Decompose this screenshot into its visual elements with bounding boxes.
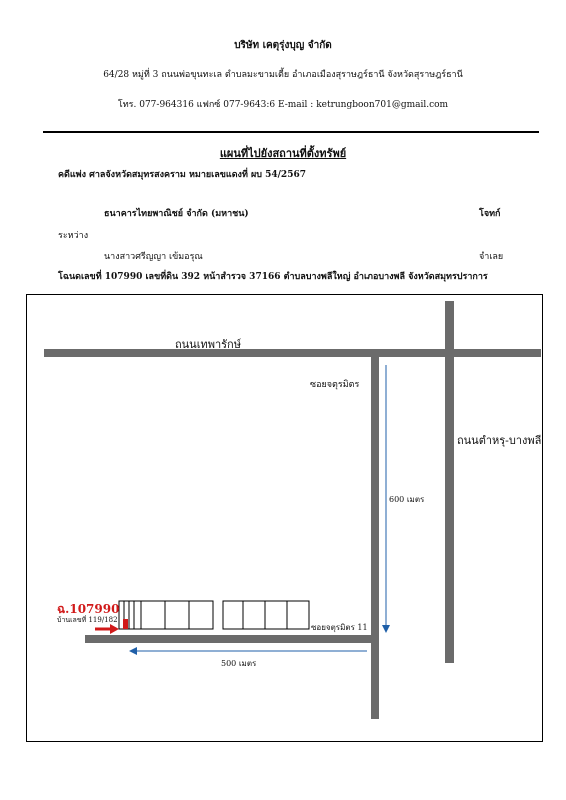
property-marker bbox=[123, 619, 128, 629]
label-500m: 500 เมตร bbox=[221, 659, 257, 668]
soi-chaturamit bbox=[371, 357, 379, 719]
header-divider bbox=[43, 131, 539, 133]
between-label: ระหว่าง bbox=[58, 231, 89, 241]
deed-line: โฉนดเลขที่ 107990 เลขที่ดิน 392 หน้าสำรวจ 37166 ตำบลบางพลีใหญ่ อำเภอบางพลี จังหวัดสมุทรปราการ bbox=[58, 272, 488, 282]
page-title: แผนที่ไปยังสถานที่ตั้งทรัพย์ bbox=[219, 147, 347, 160]
plaintiff-role: โจทก์ bbox=[479, 209, 501, 219]
company-contact: โทร. 077-964316 แฟกซ์ 077-9643:6 E-mail : ketrungboon701@gmail.com bbox=[117, 100, 449, 110]
label-house-no: บ้านเลขที่ 119/182 bbox=[57, 616, 118, 624]
case-line: คดีแพ่ง ศาลจังหวัดสมุทรสงคราม หมายเลขแดงที่ ผบ 54/2567 bbox=[58, 170, 306, 180]
defendant-name: นางสาวศรีญญา เข้มอรุณ bbox=[104, 252, 203, 262]
plaintiff-name: ธนาคารไทยพาณิชย์ จำกัด (มหาชน) bbox=[104, 209, 249, 219]
location-map bbox=[26, 294, 543, 742]
soi-chaturamit-11 bbox=[85, 635, 379, 643]
row-houses-right bbox=[223, 601, 309, 629]
defendant-role: จำเลย bbox=[479, 252, 504, 262]
label-road-top: ถนนเทพารักษ์ bbox=[175, 338, 241, 351]
company-name: บริษัท เคตุรุ่งบุญ จำกัด bbox=[234, 40, 332, 51]
map-drawing bbox=[27, 295, 544, 743]
label-road-right: ถนนตำหรุ-บางพลี bbox=[457, 434, 542, 447]
label-deed-no: ฉ.107990 bbox=[57, 602, 120, 616]
company-address: 64/28 หมู่ที่ 3 ถนนพ่อขุนทะเล ตำบลมะขามเตี้ย อำเภอเมืองสุราษฎร์ธานี จังหวัดสุราษฎร์ธานี bbox=[103, 70, 463, 80]
road-tamru-bangphli bbox=[445, 301, 454, 663]
label-soi-main: ซอยจตุรมิตร bbox=[310, 380, 360, 390]
row-houses-left bbox=[119, 601, 213, 629]
label-600m: 600 เมตร bbox=[389, 495, 425, 504]
label-soi-11: ซอยจตุรมิตร 11 bbox=[311, 623, 368, 632]
road-thepharak bbox=[44, 349, 541, 357]
